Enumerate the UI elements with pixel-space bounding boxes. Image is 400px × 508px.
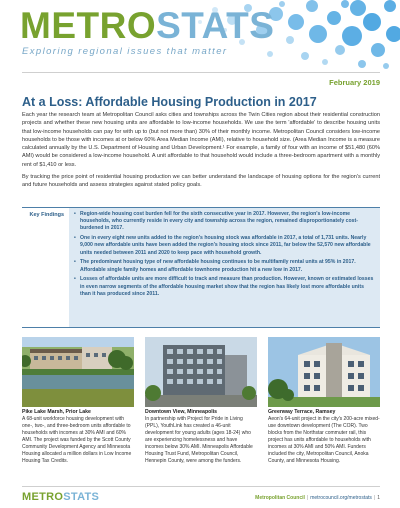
- caption-text: In partnership with Project for Pride in Living (PPL), YouthLink has created a 46-unit development for young adults (ages 18-24) who are experiencing homelessness and have incomes below 30% AMI. Minneapolis Affordable Housing Trust Fund, Metropolitan Council, Hennepin County, were among the funders.: [145, 416, 253, 464]
- caption-text: Aeon's 64-unit project in the city's 200-acre mixed-use downtown development (The COR). Two blocks from the Northstar commuter rail, this project has units affordable to households with incomes at 30% AMI and 50% AMI. Funders included the city, Metropolitan Council, Anoka County, and Minnesota Housing.: [268, 416, 380, 464]
- intro-paragraph-1: Each year the research team at Metropolitan Council asks cities and townships across the Twin Cities region about their residential construction projects and whether these new housing units are affordable to low-income households. We use the term 'affordable' to describe housing units that low-income households can pay for with up to (but not more than) 30% of their monthly income. Metropolitan Council considers low-income households to be those with incomes at or below 60% Area Median Income (AMI), relative to household size. (Area Median Income is a measure calculated annually by the U.S. Department of Housing and Urban Development.¹ For example, a family of four with an income of $51,480 (60% AMI) would be considered a low-income household. A unit affordable to that household would include a three-bedroom apartment with a monthly rent of $1,410 or less.: [22, 112, 380, 168]
- finding-item: • Region-wide housing cost burden fell for the sixth consecutive year in 2017. However, the region's low-income households, who currently reside in every city and township across the region, remained disproportionately cost-burdened in 2017.: [74, 211, 375, 233]
- caption-text: A 68-unit workforce housing development with one-, two-, and three-bedroom units affordable to households with incomes at 30% AMI and 60% AMI. The project was funded by the Scott County Community Development Agency and Minnesota Housing allocated a million dollars in Low Income Housing Tax Credits.: [22, 416, 132, 464]
- masthead: [0, 0, 400, 72]
- photo-pike-lake-marsh: [22, 337, 134, 407]
- photo-caption: [268, 409, 380, 465]
- photo-row: [22, 337, 380, 407]
- footer-url[interactable]: metrocouncil.org/metrostats: [310, 495, 372, 501]
- tagline: Exploring regional issues that matter: [22, 46, 228, 57]
- key-findings-list: [74, 211, 375, 298]
- page-number: 1: [377, 495, 380, 501]
- logo-stats: STATS: [156, 5, 275, 46]
- footer-logo-stats: STATS: [63, 491, 100, 503]
- finding-item: • One in every eight new units added to the region's housing stock was affordable in 2017, a total of 1,731 units. Nearly 9,000 new affordable units have been added the region's housing stock since 2011, far below the 52,570 new affordable units needed between 2011 and 2020 to keep pace with household growth.: [74, 235, 375, 257]
- metrostats-logo: [20, 6, 274, 46]
- key-findings-box: [69, 208, 380, 327]
- caption-title: Downtown View, Minneapolis: [145, 409, 218, 415]
- intro-text: [22, 111, 380, 194]
- footer-org: Metropolitan Council: [255, 495, 305, 501]
- key-findings-section: [22, 207, 380, 328]
- article-title: At a Loss: Affordable Housing Production in 2017: [22, 95, 317, 109]
- caption-title: Pike Lake Marsh, Prior Lake: [22, 409, 91, 415]
- issue-date: February 2019: [329, 78, 380, 87]
- footer-logo: [22, 491, 99, 503]
- header-divider: [22, 72, 380, 73]
- caption-title: Greenway Terrace, Ramsey: [268, 409, 336, 415]
- footer-info: [255, 495, 380, 501]
- intro-paragraph-2: By tracking the price point of residential housing production we can better understand the landscape of housing options for the region's current and future households and assess strategies against stated policy goals.: [22, 174, 380, 189]
- logo-metro: METRO: [20, 5, 157, 46]
- finding-item: • The predominant housing type of new affordable housing continues to be multifamily rental units at 95% in 2017. Affordable single family homes and affordable townhome production hit a new low in 2017.: [74, 259, 375, 273]
- footer-separator: |: [306, 495, 309, 501]
- key-findings-label: Key Findings: [29, 212, 64, 218]
- footer-separator: |: [373, 495, 376, 501]
- photo-caption: [145, 409, 257, 465]
- page-footer: [0, 486, 400, 508]
- footer-logo-metro: METRO: [22, 491, 64, 503]
- footer-divider: [22, 486, 380, 487]
- photo-caption: [22, 409, 134, 465]
- photo-greenway-terrace: [268, 337, 380, 407]
- finding-item: • Losses of affordable units are more difficult to track and measure than production. However, known or estimated losses in even narrow segments of the affordable housing market show that the region has likely lost more affordable units than it has produced since 2011.: [74, 276, 375, 298]
- photo-downtown-view: [145, 337, 257, 407]
